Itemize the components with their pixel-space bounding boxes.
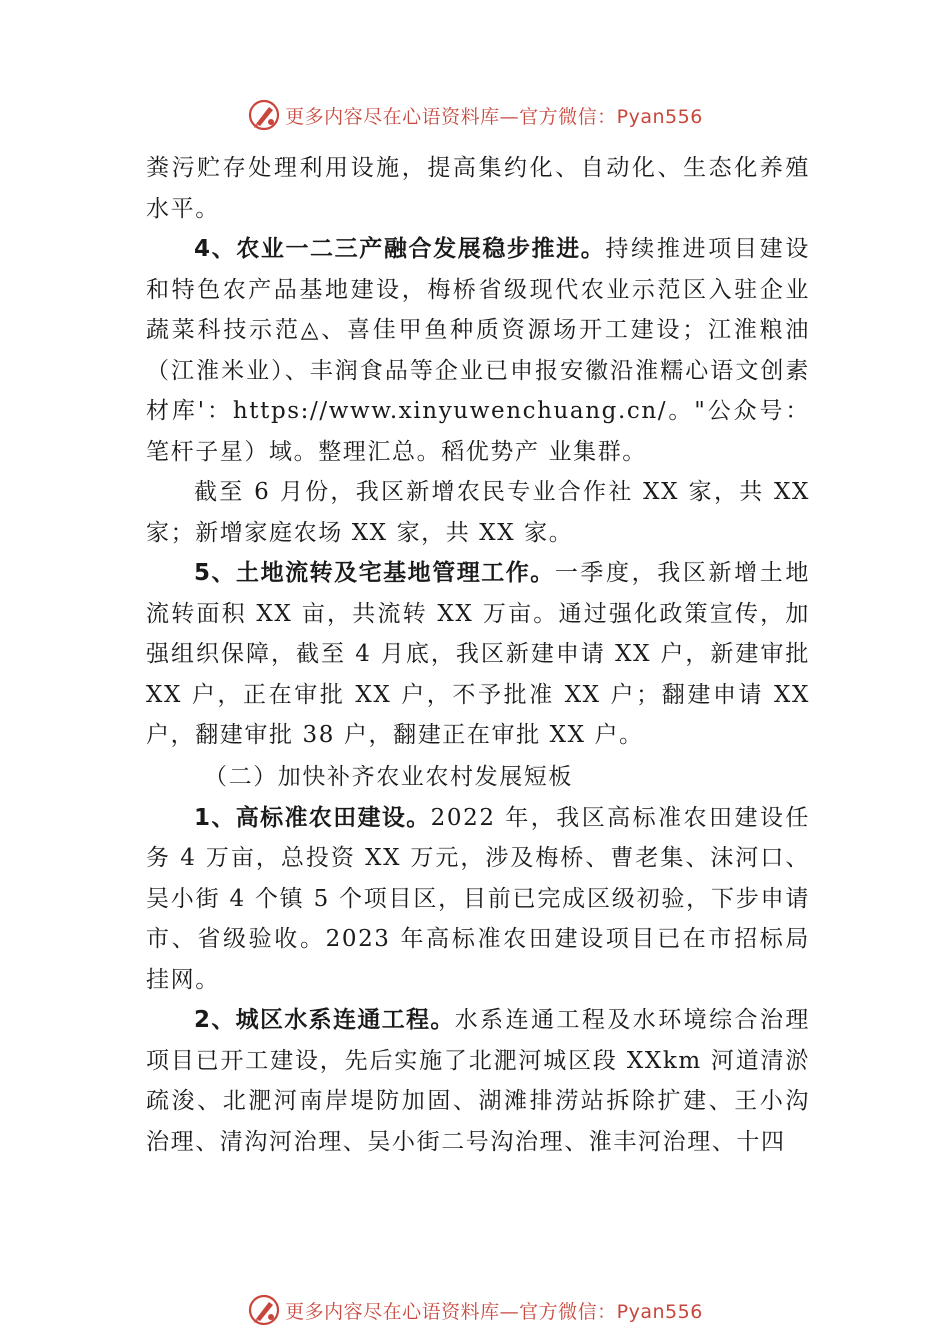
paragraph-6: 2、城区水系连通工程。水系连通工程及水环境综合治理项目已开工建设，先后实施了北淝河城区段 XXkm 河道清淤疏浚、北淝河南岸堤防加固、湖滩排涝站拆除扩建、王小沟治理、清沟河治理、吴小街二号沟治理、淮丰河治理、十四: [146, 1007, 810, 1155]
paragraph-6-heading: 2、城区水系连通工程。: [194, 1007, 455, 1033]
paragraph-2-heading: 4、农业一二三产融合发展稳步推进。: [194, 236, 606, 262]
paragraph-1: 粪污贮存处理利用设施，提高集约化、自动化、生态化养殖水平。: [146, 155, 810, 222]
paragraph-4-heading: 5、土地流转及宅基地管理工作。: [194, 560, 555, 586]
header-watermark-banner: [0, 95, 950, 135]
banner-text: 更多内容尽在心语资料库—官方微信：: [285, 1300, 617, 1323]
footer-watermark-banner: [0, 1290, 950, 1330]
paragraph-5-heading: 1、高标准农田建设。: [194, 804, 431, 831]
paragraph-5: 1、高标准农田建设。2022 年，我区高标准农田建设任务 4 万亩，总投资 XX 万元，涉及梅桥、曹老集、沫河口、吴小街 4 个镇 5 个项目区，目前已完成区级初验，下步申请市、省级验收。2023 年高标准农田建设项目已在市招标局挂网。: [146, 804, 810, 993]
pen-logo-icon: [247, 1293, 281, 1327]
paragraph-4: 5、土地流转及宅基地管理工作。一季度，我区新增土地 流转面积 XX 亩，共流转 XX 万亩。通过强化政策宣传，加强组织保障，截至 4 月底，我区新建申请 XX 户，新建审批 XX 户，正在审批 XX 户，不予批准 XX 户；翻建申请 XX 户，翻建审批 38 户，翻建正在审批 XX 户。: [146, 560, 810, 748]
banner-wechat-id: Pyan556: [616, 105, 703, 128]
section-subheading: （二）加快补齐农业农村发展短板: [204, 763, 573, 790]
document-body: [146, 148, 810, 1162]
banner-text: 更多内容尽在心语资料库—官方微信：: [285, 105, 617, 128]
banner-wechat-id: Pyan556: [616, 1300, 703, 1323]
paragraph-2: 4、农业一二三产融合发展稳步推进。持续推进项目建设 和特色农产品基地建设，梅桥省级现代农业示范区入驻企业蔬菜科技示范◬、喜佳甲鱼种质资源场开工建设；江淮粮油（江淮米业）、丰润食品等企业已申报安徽沿淮糯心语文创素材库'：https://www.xinyuwenchuang.cn/。"公众号：笔杆子星）域。整理汇总。稻优势产 业集群。: [146, 236, 810, 465]
paragraph-3: 截至 6 月份，我区新增农民专业合作社 XX 家，共 XX 家；新增家庭农场 XX 家，共 XX 家。: [146, 479, 810, 546]
pen-logo-icon: [247, 98, 281, 132]
